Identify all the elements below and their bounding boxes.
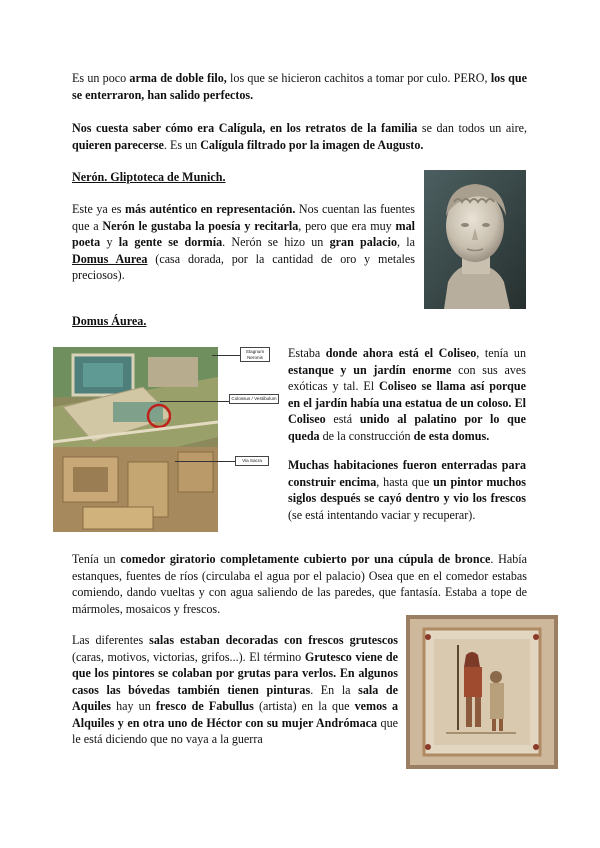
text-run: Nos cuentan las fuentes que a [72,202,415,233]
text-run: Estaba [288,346,326,360]
achilles-fresco-drawing [406,615,558,769]
text-run: , hasta que [376,474,434,489]
paragraph-coliseo [288,345,526,444]
text-run: Tenía un [72,552,121,566]
nero-bust-drawing [424,170,526,309]
bold-run: arma de doble filo, [129,71,227,85]
text-run: . Es un [163,137,201,152]
nero-bust-image [424,170,526,309]
bold-run: comedor giratorio completamente cubierto por una cúpula de bronce [120,552,491,566]
diagram-label-colossus: Colossus / Vestibulum [229,394,279,404]
text-run: Las diferentes [72,633,150,647]
bold-run: Nos cuesta saber cómo era Calígula, en los retratos de la familia [72,121,418,135]
text-run: está [325,412,360,426]
bold-run: Muchas habitaciones fueron enterradas para construir encima [288,458,526,489]
heading-domus-aurea: Domus Áurea. [72,314,147,328]
bold-run: los que se enterraron, han salido perfectos. [72,71,527,102]
bold-run: unido al palatino por lo que queda [288,412,526,443]
bold-run: En algunos casos las bóvedas también tienen pinturas [72,666,398,697]
text-run: Este ya es [72,202,125,216]
text-run: se dan todos un aire, [417,121,527,135]
leader-line [212,355,242,356]
text-run: (casa dorada, por la cantidad de oro y metales preciosos). [72,251,415,282]
bold-run: quieren parecerse [72,137,164,152]
bold-run: un pintor muchos siglos después se cayó dentro y vio los frescos [288,474,527,505]
text-run: (se está intentando vaciar y recuperar). [288,507,476,522]
bold-run: salas estaban decoradas con frescos grutescos [149,633,398,647]
text-run: con sus aves exóticas y tal. El [288,362,526,393]
text-run: , tenía un [476,346,526,360]
bold-run: fresco de Fabullus [155,699,254,713]
bold-run: vemos a Alquiles y en otra uno de Héctor con su mujer Andrómaca [72,699,399,730]
paragraph-caligula [72,120,527,153]
paragraph-comedor [72,551,527,617]
domus-aurea-aerial-drawing [53,347,218,532]
domus-aurea-aerial-image [53,347,218,532]
text-run: y [100,235,119,249]
bold-run: gran palacio [329,235,397,249]
bold-run: de esta domus. [413,428,490,443]
leader-line [160,401,230,402]
text-run: los que se hicieron cachitos a tomar por culo. PERO, [226,71,491,85]
bold-run: donde ahora está el Coliseo [325,346,477,360]
heading-neron: Nerón. Gliptoteca de Munich. [72,170,226,184]
diagram-label-stagnum: Stagnum Neronis [240,347,270,362]
paragraph-habitaciones [288,457,526,523]
text-run: (artista) en la que [253,699,355,713]
text-run: que le está diciendo que no vaya a la guerra [72,715,398,746]
text-run: hay un [110,699,156,713]
text-run: . Había estanques, fuentes de ríos (circulaba el agua por el palacio) Osea que en el comedor estabas comiendo, dando vueltas y con agua saliendo de las paredes, que fantasía. Estaba a tope de mármoles, mosaicos y frescos. [72,552,527,616]
bold-run: Nerón le gustaba la poesía y recitarla [102,218,299,233]
bold-run: más auténtico en representación. [124,202,296,216]
leader-line [175,461,235,462]
text-run: Es un poco [72,71,130,85]
paragraph-neron [72,201,415,284]
text-run: de la construcción [319,428,414,443]
bold-run: mal poeta [72,218,415,249]
text-run: , la [397,235,415,249]
bold-run: Calígula filtrado por la imagen de Augusto. [200,137,424,152]
domus-aurea-term: Domus Aurea [72,251,148,266]
bold-run: estanque y un jardín enorme [288,362,452,377]
achilles-fresco-image [406,615,558,769]
bold-run: Grutesco viene de que los pintores se colaban por grutas para verlos. [72,649,398,680]
text-run: . En la [310,682,359,697]
paragraph-grutescos [72,632,398,748]
bold-run: sala de Aquiles [72,682,398,713]
bold-run: la gente se dormía [118,235,223,249]
text-run: (caras, motivos, victorias, grifos...). El término [72,649,305,664]
paragraph-arma-doble-filo [72,70,527,103]
text-run: , pero que era muy [298,218,396,233]
bold-run: Coliseo se llama así porque en el jardín había una estatua de un coloso. El Coliseo [288,379,526,426]
diagram-label-via-sacra: Via Sacra [235,456,269,466]
text-run: . Nerón se hizo un [222,235,330,249]
